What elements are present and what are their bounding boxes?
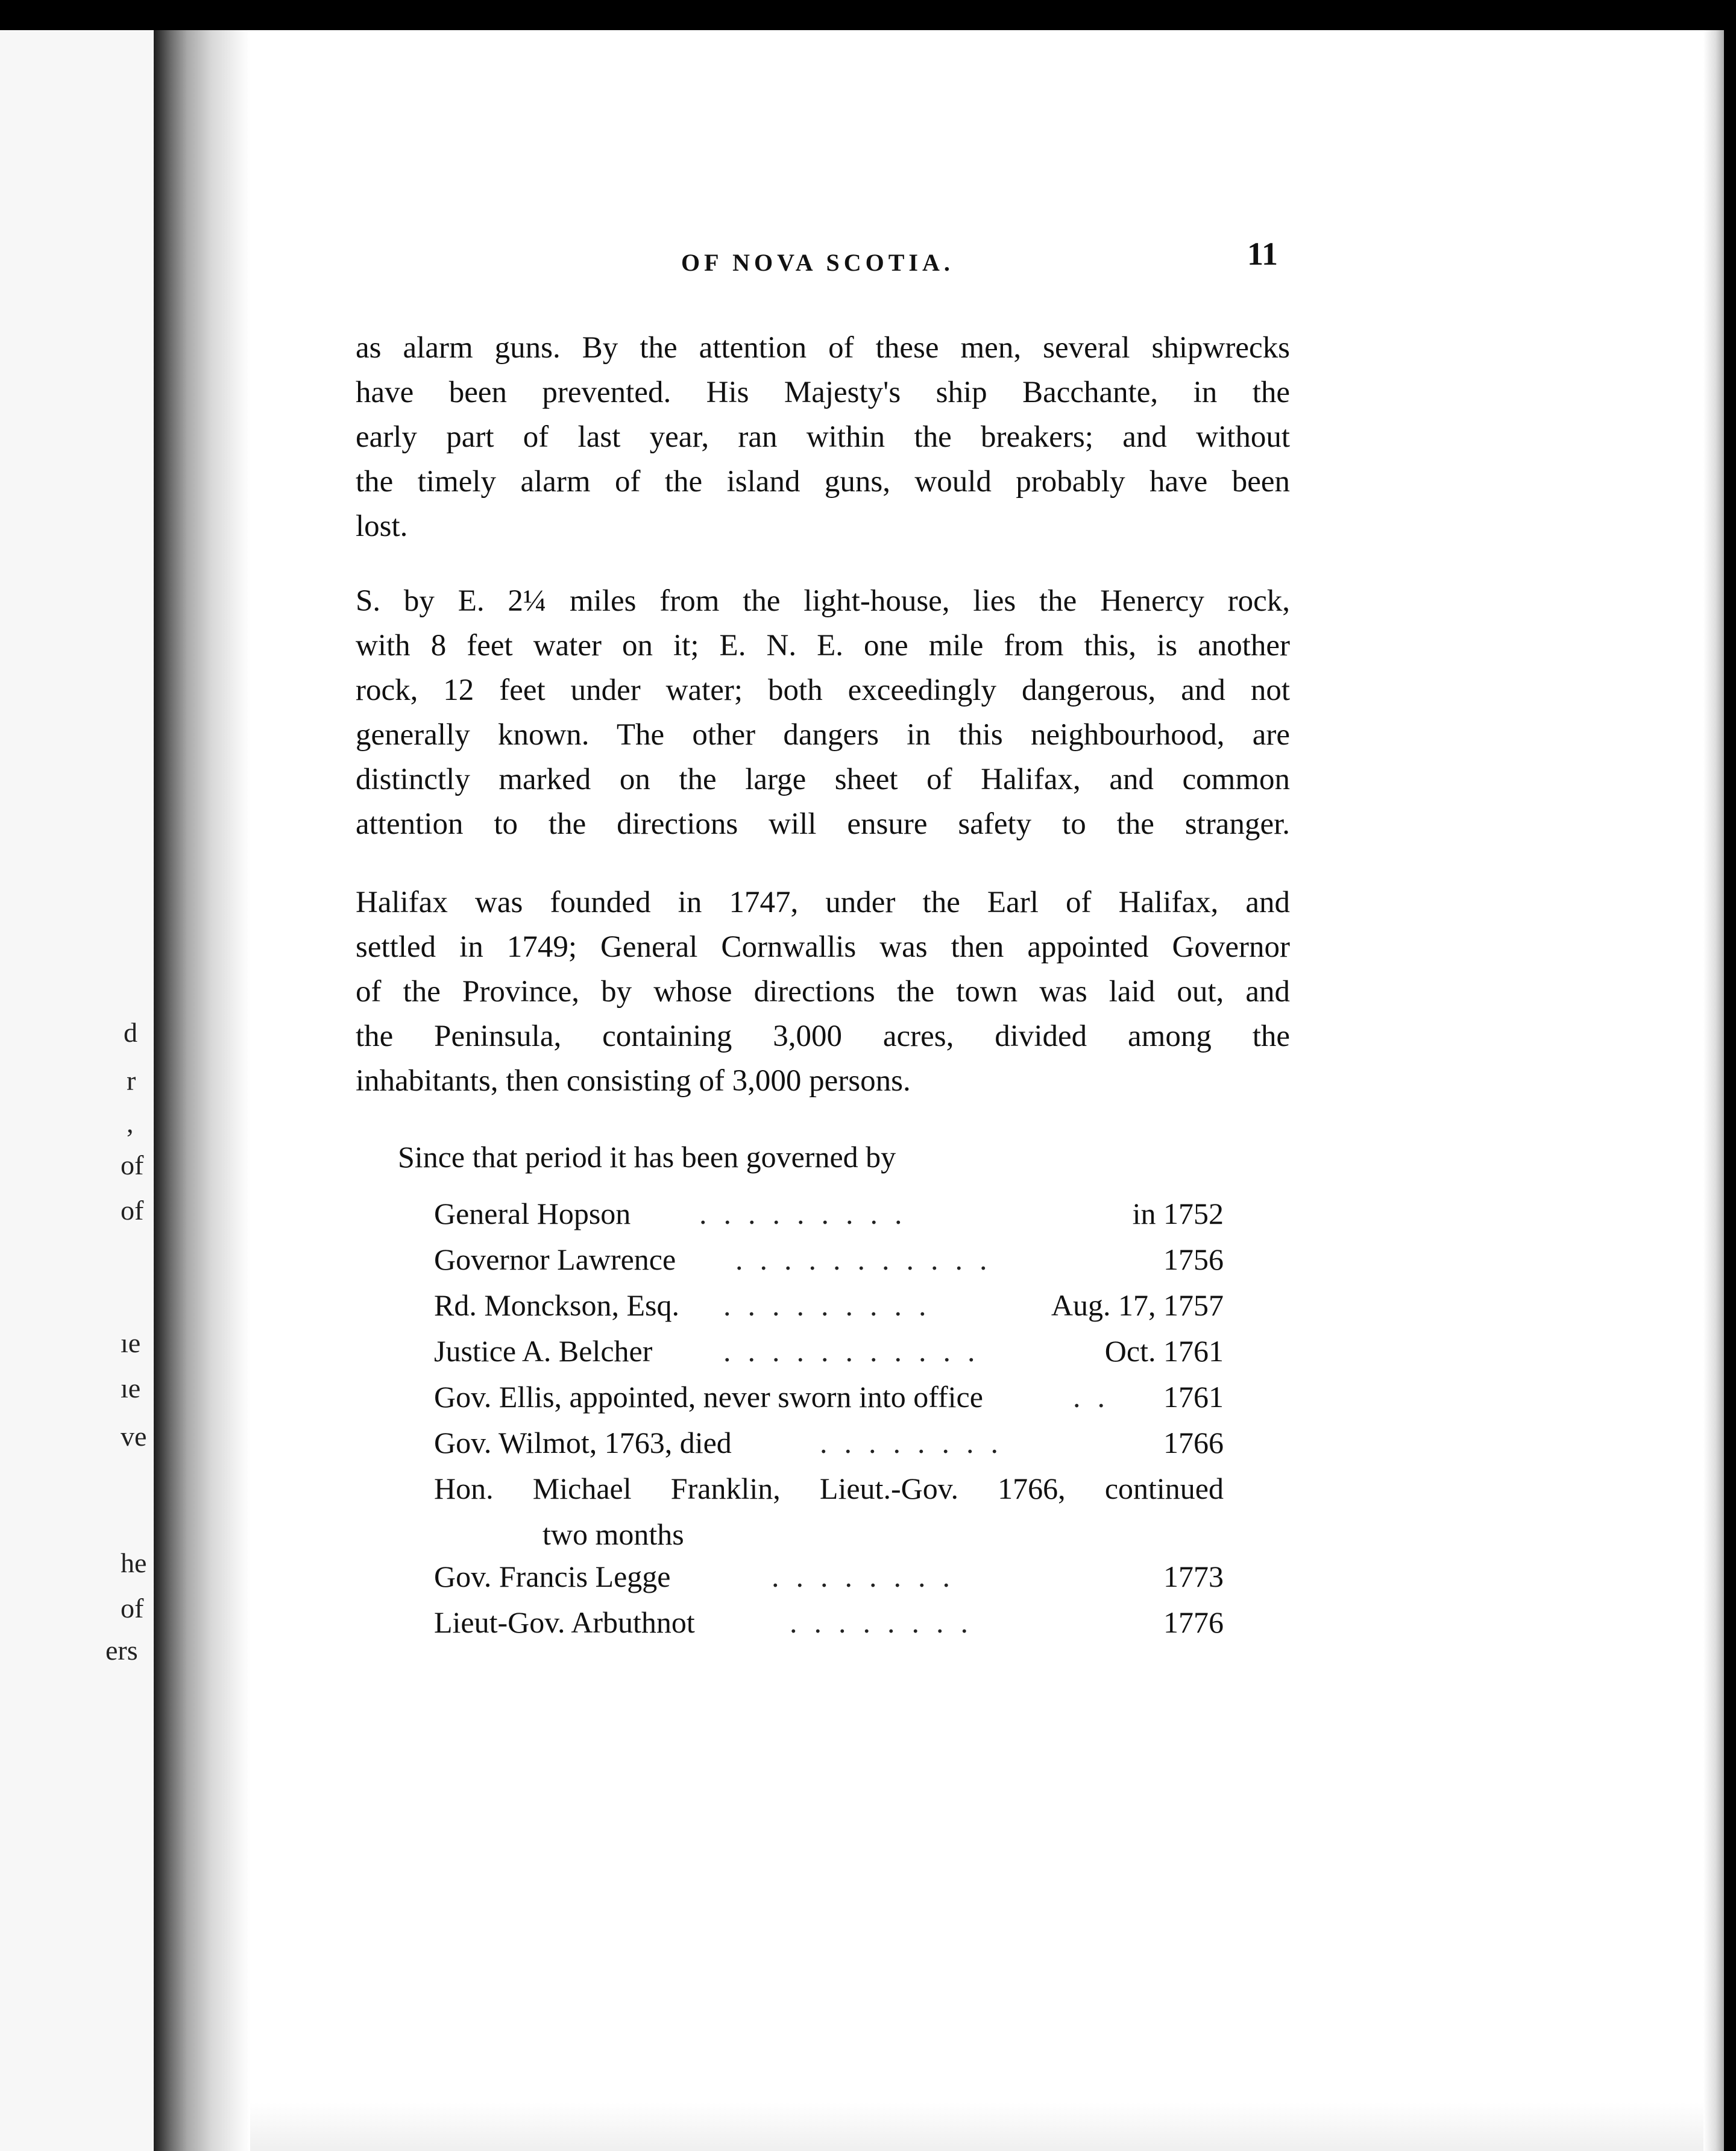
text-line: the timely alarm of the island guns, would probably have been [356,465,1290,499]
governor-date: 1776 [1163,1605,1224,1639]
governor-name: Gov. Wilmot, 1763, died [434,1426,732,1460]
paragraph-2 [356,579,1290,846]
governor-entry [434,1374,1224,1420]
dot-leader: ........ [772,1560,967,1593]
dot-leader: ........... [723,1334,992,1368]
facing-fragment: of [121,1593,144,1623]
running-head [356,235,1278,283]
governor-date: 1766 [1163,1426,1224,1460]
facing-fragment: d [124,1017,137,1048]
facing-fragment: ers [105,1635,138,1666]
running-title: OF NOVA SCOTIA. [681,249,954,276]
text-line: as alarm guns. By the attention of these men, several shipwrecks [356,331,1290,365]
governor-entry [434,1191,1224,1236]
facing-fragment: of [121,1195,144,1226]
page-edge-shadow [1703,30,1724,2151]
facing-fragment: ıe [121,1373,141,1403]
governor-name: Justice A. Belcher [434,1334,653,1368]
dot-leader: ......... [723,1288,943,1322]
text-line: of the Province, by whose directions the town was laid out, and [356,975,1290,1009]
governors-intro: Since that period it has been governed by [398,1140,896,1174]
governor-name: Gov. Francis Legge [434,1560,671,1593]
text-line: with 8 feet water on it; E. N. E. one mile from this, is another [356,629,1290,663]
dot-leader: ......... [699,1197,919,1230]
governor-entry [434,1599,1224,1645]
paragraph-3 [356,880,1290,1103]
governor-entry [434,1328,1224,1374]
governor-name: Governor Lawrence [434,1242,676,1276]
facing-fragment: of [121,1150,144,1180]
governor-entry [434,1282,1224,1328]
governor-entry-continuation [434,1511,1224,1554]
governor-entry [434,1466,1224,1511]
governor-name: Rd. Monckson, Esq. [434,1288,679,1322]
text-line: attention to the directions will ensure safety to the stranger. [356,807,1290,841]
text-line: early part of last year, ran within the breakers; and without [356,420,1290,454]
text-line: inhabitants, then consisting of 3,000 persons. [356,1064,911,1098]
governor-name: General Hopson [434,1197,631,1230]
governor-date: in 1752 [1132,1197,1224,1230]
text-line: settled in 1749; General Cornwallis was then appointed Governor [356,930,1290,964]
facing-page-edge [0,30,154,2151]
facing-fragment: ve [121,1421,147,1452]
governor-name: Hon. Michael Franklin, Lieut.-Gov. 1766, continued [434,1472,1224,1505]
facing-fragment: r [127,1065,136,1096]
facing-fragment: he [121,1548,147,1578]
text-line: rock, 12 feet under water; both exceedingly dangerous, and not [356,673,1290,707]
text-line: have been prevented. His Majesty's ship Bacchante, in the [356,376,1290,409]
facing-fragment: ıe [121,1327,141,1358]
dot-leader: .. [1073,1380,1122,1414]
text-line: lost. [356,509,408,543]
governors-list [434,1191,1224,1645]
text-line: Halifax was founded in 1747, under the Earl of Halifax, and [356,886,1290,919]
dot-leader: ........ [790,1605,985,1639]
text-line: distinctly marked on the large sheet of Halifax, and common [356,763,1290,796]
governor-entry [434,1420,1224,1466]
governor-date: 1756 [1163,1242,1224,1276]
governor-entry [434,1236,1224,1282]
text-line: S. by E. 2¼ miles from the light-house, lies the Henercy rock, [356,584,1290,618]
paragraph-1 [356,326,1290,549]
governor-date: Aug. 17, 1757 [1051,1288,1224,1322]
governor-entry [434,1554,1224,1599]
page-number: 11 [1247,236,1278,272]
text-line: the Peninsula, containing 3,000 acres, divided among the [356,1019,1290,1053]
facing-fragment: , [127,1107,134,1138]
governor-date: 1773 [1163,1560,1224,1593]
governor-name: two months [542,1517,684,1551]
governor-date: 1761 [1163,1380,1224,1414]
governor-name: Lieut-Gov. Arbuthnot [434,1605,695,1639]
page-bottom-shade [250,2103,1703,2151]
governor-name: Gov. Ellis, appointed, never sworn into office [434,1380,983,1414]
text-line: generally known. The other dangers in this neighbourhood, are [356,718,1290,752]
dot-leader: ........ [820,1426,1015,1460]
dot-leader: ........... [735,1242,1004,1276]
governor-date: Oct. 1761 [1104,1334,1224,1368]
binding-gutter-shadow [154,30,250,2151]
